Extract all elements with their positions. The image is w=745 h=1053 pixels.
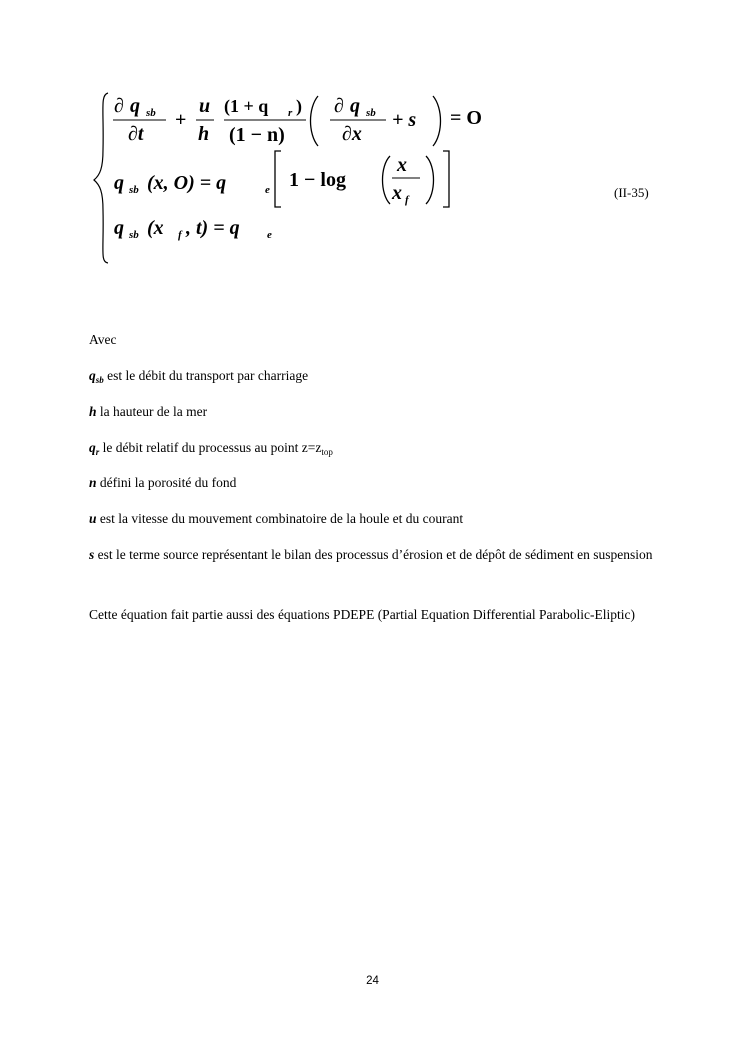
equation-line-1 <box>113 95 482 146</box>
eq2-q: q <box>114 172 124 194</box>
eq1-partial-num: ∂ <box>114 95 124 117</box>
definition-qr: $q_r$ le débit relatif du processus au point $z=z_{top}$ <box>89 440 333 457</box>
eq1-plus: + <box>175 109 187 131</box>
definition-n: n défini la porosité du fond <box>89 475 237 490</box>
eq3-f: f <box>178 229 182 241</box>
definition-s: s est le terme source représentant le bilan des processus d’érosion et de dépôt de sédiment en suspension <box>89 547 653 562</box>
eq2-x: x <box>397 154 407 176</box>
equation-number: (II-35) <box>614 185 649 200</box>
eq3-q: q <box>114 217 124 239</box>
equation-system <box>0 0 745 300</box>
definition-qsb: $q_{sb}$ est le débit du transport par charriage <box>89 368 309 385</box>
eq2-sb: sb <box>129 184 139 196</box>
eq1-partial-num2: ∂ <box>334 95 344 117</box>
eq1-equals-zero: = O <box>450 107 482 129</box>
equation-brace <box>94 93 108 263</box>
eq3-sb: sb <box>129 229 139 241</box>
eq1-sb2: sb <box>366 107 376 119</box>
eq2-bracket-text: 1 − log <box>289 169 346 191</box>
eq1-u: u <box>199 95 211 117</box>
definition-h: h la hauteur de la mer <box>89 404 208 419</box>
eq1-dt: ∂t <box>128 123 144 145</box>
eq1-num2-close: ) <box>296 96 302 116</box>
eq2-xf: x <box>392 182 402 204</box>
eq1-den2: (1 − n) <box>229 124 285 146</box>
eq1-h: h <box>198 123 210 145</box>
eq1-dx: ∂x <box>342 123 362 145</box>
eq2-args: (x, O) = q <box>147 172 227 194</box>
definition-u: u est la vitesse du mouvement combinatoire de la houle et du courant <box>89 511 464 526</box>
eq2-f: f <box>405 194 409 206</box>
equation-line-3 <box>114 217 272 241</box>
intro-text: Avec <box>89 332 117 347</box>
equation-line-2 <box>114 151 449 207</box>
eq1-r: r <box>288 107 293 119</box>
page-number: 24 <box>366 975 379 987</box>
eq1-q: q <box>130 95 140 117</box>
eq3-open: (x <box>147 217 164 239</box>
eq1-num2: (1 + q <box>224 96 269 116</box>
eq3-e: e <box>267 229 272 241</box>
eq2-e: e <box>265 184 270 196</box>
closing-paragraph: Cette équation fait partie aussi des équations PDEPE (Partial Equation Differential Parabolic-Eliptic) <box>89 607 635 622</box>
eq1-sb: sb <box>146 107 156 119</box>
eq1-s: + s <box>392 109 417 131</box>
eq1-q2: q <box>350 95 360 117</box>
eq3-rest: , t) = q <box>186 217 240 239</box>
